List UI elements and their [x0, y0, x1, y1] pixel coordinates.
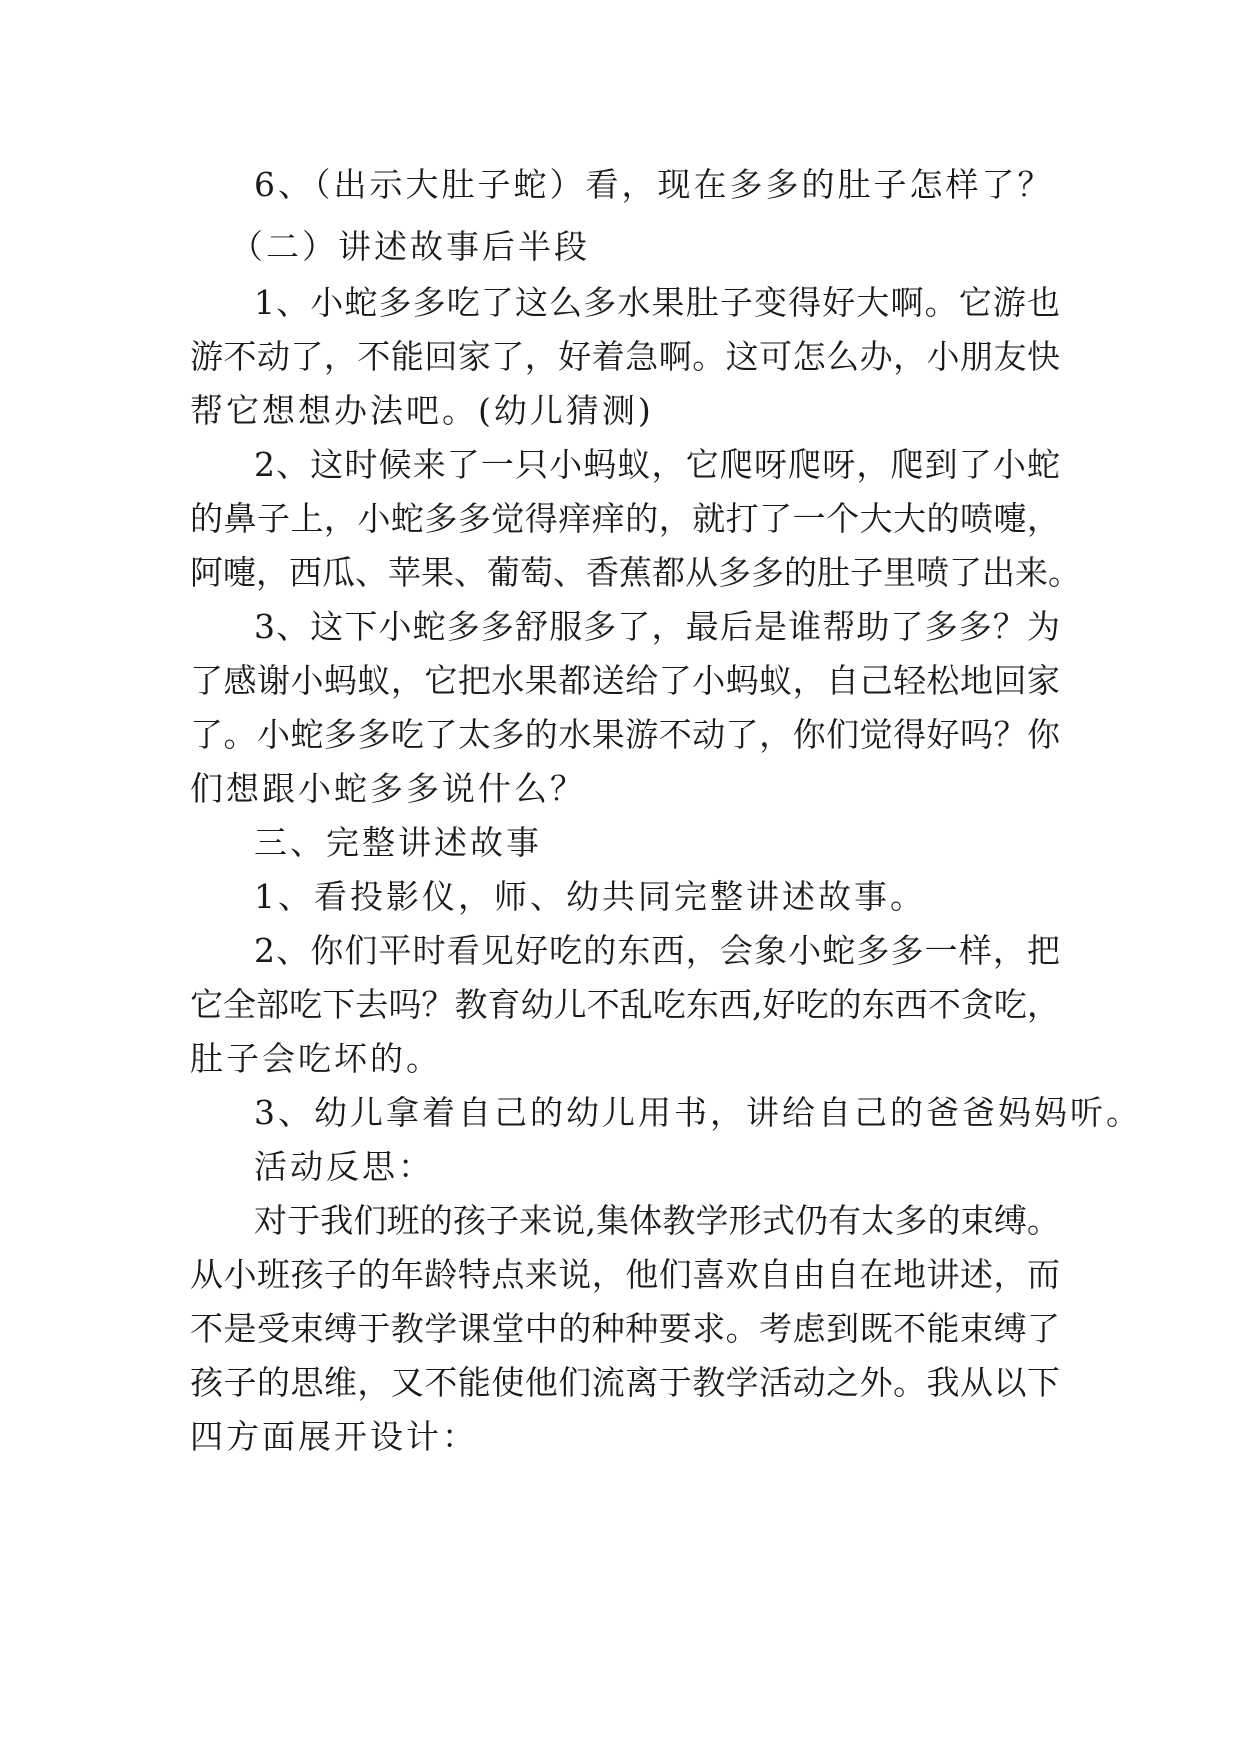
text-line: 2、这时候来了一只小蚂蚁，它爬呀爬呀，爬到了小蛇 [254, 445, 1060, 484]
text-line: 帮它想想办法吧。(幼儿猜测) [190, 391, 654, 430]
text-line: 2、你们平时看见好吃的东西，会象小蛇多多一样，把 [254, 931, 1060, 970]
text-line: 3、这下小蛇多多舒服多了，最后是谁帮助了多多？为 [254, 607, 1060, 646]
text-line: 对于我们班的孩子来说,集体教学形式仍有太多的束缚。 [254, 1201, 1060, 1240]
text-line: 游不动了，不能回家了，好着急啊。这可怎么办，小朋友快 [190, 337, 1060, 376]
text-line: 肚子会吃坏的。 [190, 1039, 442, 1078]
text-line: 四方面展开设计： [190, 1417, 478, 1456]
section-heading: （二）讲述故事后半段 [230, 227, 590, 266]
text-line: 们想跟小蛇多多说什么？ [190, 769, 586, 808]
text-line: 的鼻子上，小蛇多多觉得痒痒的，就打了一个大大的喷嚏， [190, 499, 1060, 538]
text-line: 1、小蛇多多吃了这么多水果肚子变得好大啊。它游也 [254, 283, 1060, 322]
section-heading: 活动反思： [254, 1147, 434, 1186]
text-line: 不是受束缚于教学课堂中的种种要求。考虑到既不能束缚了 [190, 1309, 1060, 1348]
text-line: 孩子的思维，又不能使他们流离于教学活动之外。我从以下 [190, 1363, 1060, 1402]
text-line: 1、看投影仪，师、幼共同完整讲述故事。 [254, 877, 926, 916]
text-line: 阿嚏，西瓜、苹果、葡萄、香蕉都从多多的肚子里喷了出来。 [190, 553, 1081, 592]
text-line: 了。小蛇多多吃了太多的水果游不动了，你们觉得好吗？你 [190, 715, 1060, 754]
text-line: 从小班孩子的年龄特点来说，他们喜欢自由自在地讲述，而 [190, 1255, 1060, 1294]
text-line: 6、（出示大肚子蛇）看，现在多多的肚子怎样了？ [254, 165, 1054, 204]
text-line: 了感谢小蚂蚁，它把水果都送给了小蚂蚁，自己轻松地回家 [190, 661, 1060, 700]
text-line: 它全部吃下去吗？教育幼儿不乱吃东西,好吃的东西不贪吃， [190, 985, 1060, 1024]
text-line: 3、幼儿拿着自己的幼儿用书，讲给自己的爸爸妈妈听。 [254, 1093, 1142, 1132]
section-heading: 三、完整讲述故事 [254, 823, 542, 862]
